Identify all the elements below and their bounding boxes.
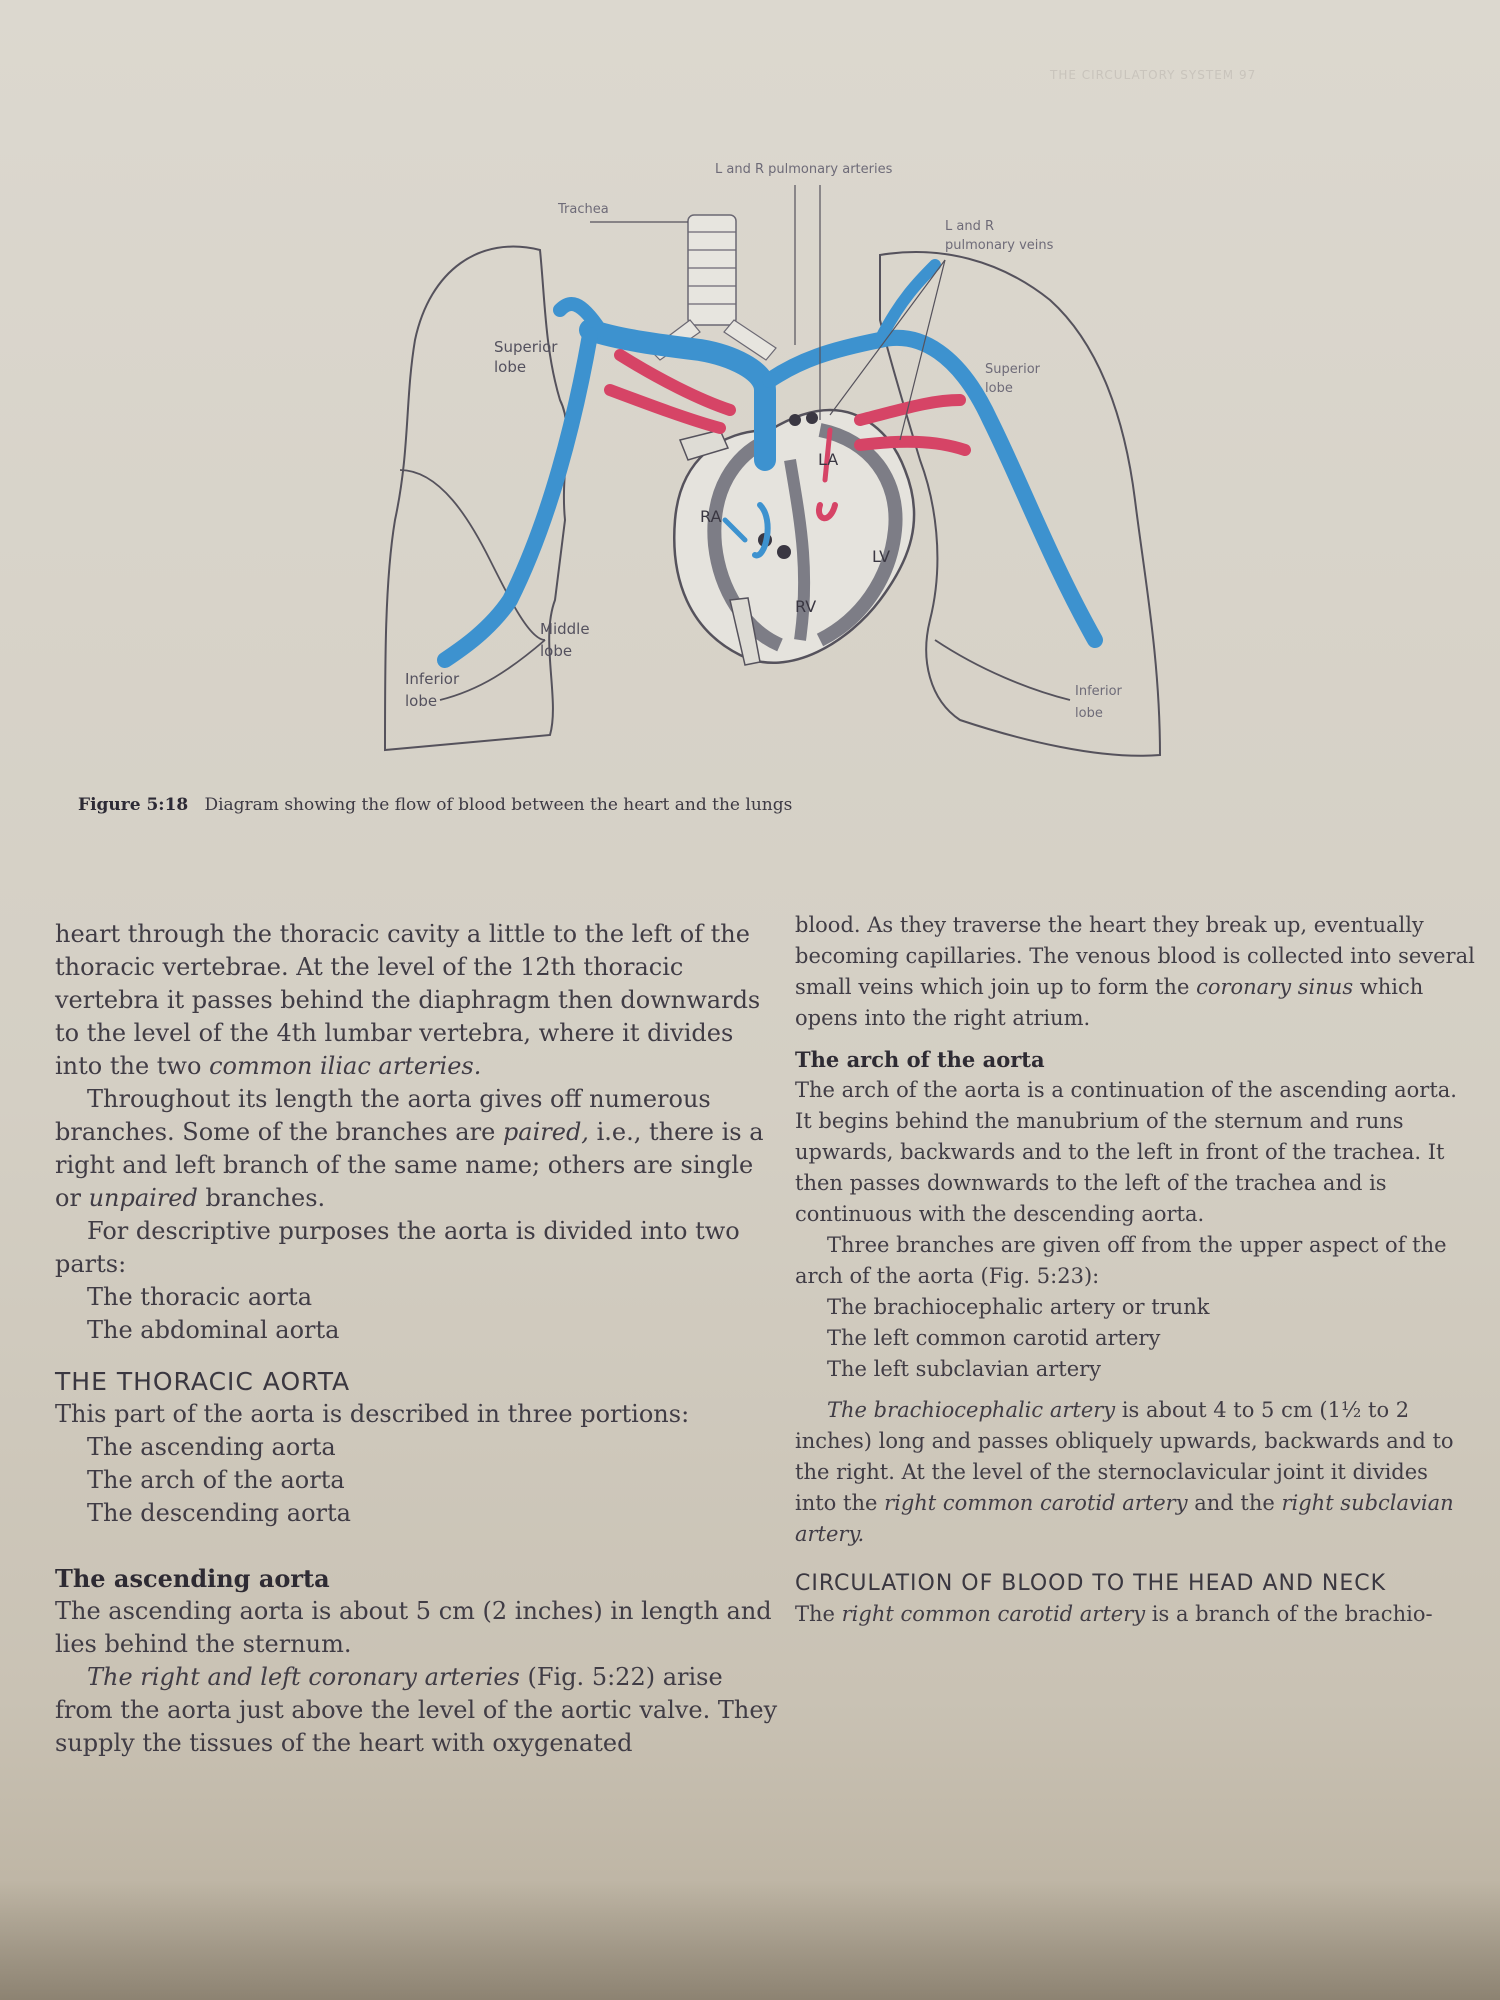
label-inferior-lobe-left-1: Inferior (405, 670, 460, 688)
text-span: is about 4 to 5 cm (1½ to 2 inches) long and passes obliquely upwards, backwards and to the right. At the level of the sternoclavicular joint it divides into the (795, 1398, 1454, 1515)
thoracic-aorta-heading: THE THORACIC AORTA (55, 1367, 351, 1396)
label-inferior-lobe-right-1: Inferior (1075, 684, 1122, 699)
label-inferior-lobe-left-2: lobe (405, 692, 438, 710)
label-trachea: Trachea (558, 202, 609, 217)
spacer (55, 1530, 785, 1562)
spacer (795, 1385, 1475, 1395)
right-pulmonary-vein-1 (860, 400, 960, 420)
parts-item-1: The thoracic aorta (87, 1283, 312, 1311)
label-pulmonary-veins-1: L and R (945, 219, 994, 234)
heart-lungs-diagram (0, 0, 1500, 830)
term-coronary-sinus: coronary sinus (1196, 975, 1354, 999)
portion-item-1: The ascending aorta (87, 1433, 336, 1461)
term-common-iliac: common iliac arteries. (209, 1052, 482, 1080)
figure-caption (78, 795, 1078, 815)
label-middle-lobe-1: Middle (540, 620, 590, 638)
text-span: blood. As they traverse the heart they break up, eventually becoming capillaries. The venous blood is collected into several small veins which join up to form the (795, 913, 1475, 999)
left-column (55, 918, 785, 1760)
spacer (795, 1034, 1475, 1044)
right-paragraph-1 (795, 910, 1475, 1034)
label-superior-lobe-right-1: Superior (985, 362, 1040, 377)
term-unpaired: unpaired (88, 1184, 198, 1212)
text-span: The (795, 1602, 842, 1626)
right-pulmonary-vein-2 (860, 442, 965, 450)
circulation-heading: CIRCULATION OF BLOOD TO THE HEAD AND NECK (795, 1571, 1387, 1596)
term-brachiocephalic: The brachiocephalic artery (827, 1398, 1116, 1422)
label-inferior-lobe-right-2: lobe (1075, 706, 1103, 721)
circulation-paragraph (795, 1599, 1475, 1630)
term-coronary-arteries: The right and left coronary arteries (87, 1663, 520, 1691)
text-span: i.e., there is a right and left branch of the same name; others are single or (55, 1118, 764, 1212)
label-superior-lobe-left-1: Superior (494, 338, 558, 356)
term-right-common-carotid: right common carotid artery (884, 1491, 1188, 1515)
text-span: which opens into the right atrium. (795, 975, 1424, 1030)
bottom-shadow (0, 1880, 1500, 2000)
right-lung-fissure (935, 640, 1070, 700)
text-span: branches. (197, 1184, 326, 1212)
text-span: Throughout its length the aorta gives off numerous branches. Some of the branches are (55, 1085, 711, 1146)
arch-paragraph-2: Three branches are given off from the upper aspect of the arch of the aorta (Fig. 5:23): (795, 1233, 1447, 1288)
label-pulmonary-veins-2: pulmonary veins (945, 238, 1054, 253)
branch-item-2: The left common carotid artery (827, 1326, 1161, 1350)
right-column (795, 910, 1475, 1630)
label-la: LA (818, 450, 839, 469)
thoracic-intro: This part of the aorta is described in three portions: (55, 1400, 690, 1428)
left-paragraph-3: For descriptive purposes the aorta is divided into two parts: (55, 1217, 740, 1278)
figure-number: Figure 5:18 (78, 795, 189, 815)
ascending-paragraph-2 (55, 1661, 785, 1760)
running-head: THE CIRCULATORY SYSTEM 97 (1050, 68, 1257, 82)
left-paragraph-1 (55, 918, 785, 1083)
label-superior-lobe-left-2: lobe (494, 358, 527, 376)
figure-caption-text: Diagram showing the flow of blood between the heart and the lungs (204, 795, 793, 815)
branch-item-1: The brachiocephalic artery or trunk (827, 1295, 1210, 1319)
right-pulmonary-artery-upper (880, 265, 935, 340)
label-lv: LV (872, 547, 891, 566)
text-span: heart through the thoracic cavity a little to the left of the thoracic vertebrae. At the level of the 12th thoracic vertebra it passes behind the diaphragm then downwards to the level of the 4th lumbar vertebra, where it divides into the two (55, 920, 761, 1080)
text-span: and the (1187, 1491, 1282, 1515)
term-right-subclavian: right subclavian artery. (795, 1491, 1454, 1546)
term-right-common-carotid: right common carotid artery (841, 1602, 1146, 1626)
label-superior-lobe-right-2: lobe (985, 381, 1013, 396)
portion-item-3: The descending aorta (87, 1499, 351, 1527)
left-paragraph-2 (55, 1083, 785, 1215)
parts-item-2: The abdominal aorta (87, 1316, 340, 1344)
arch-paragraph-1: The arch of the aorta is a continuation of the ascending aorta. It begins behind the manubrium of the sternum and runs upwards, backwards and to the left in front of the trachea. It then passes downwards to the left of the trachea and is continuous with the descending aorta. (795, 1078, 1457, 1226)
term-paired: paired, (502, 1118, 589, 1146)
label-pulmonary-arteries: L and R pulmonary arteries (715, 162, 893, 177)
ascending-aorta-heading: The ascending aorta (55, 1564, 330, 1593)
ascending-paragraph-1: The ascending aorta is about 5 cm (2 inches) in length and lies behind the sternum. (55, 1597, 772, 1658)
text-span: is a branch of the brachio- (1145, 1602, 1433, 1626)
label-ra: RA (700, 507, 722, 526)
label-middle-lobe-2: lobe (540, 642, 573, 660)
portion-item-2: The arch of the aorta (87, 1466, 345, 1494)
brachiocephalic-paragraph (795, 1395, 1475, 1550)
arch-heading: The arch of the aorta (795, 1047, 1045, 1072)
text-span: (Fig. 5:22) arise from the aorta just above the level of the aortic valve. They supply the tissues of the heart with oxygenated (55, 1663, 778, 1757)
branch-item-3: The left subclavian artery (827, 1357, 1102, 1381)
label-rv: RV (795, 597, 817, 616)
